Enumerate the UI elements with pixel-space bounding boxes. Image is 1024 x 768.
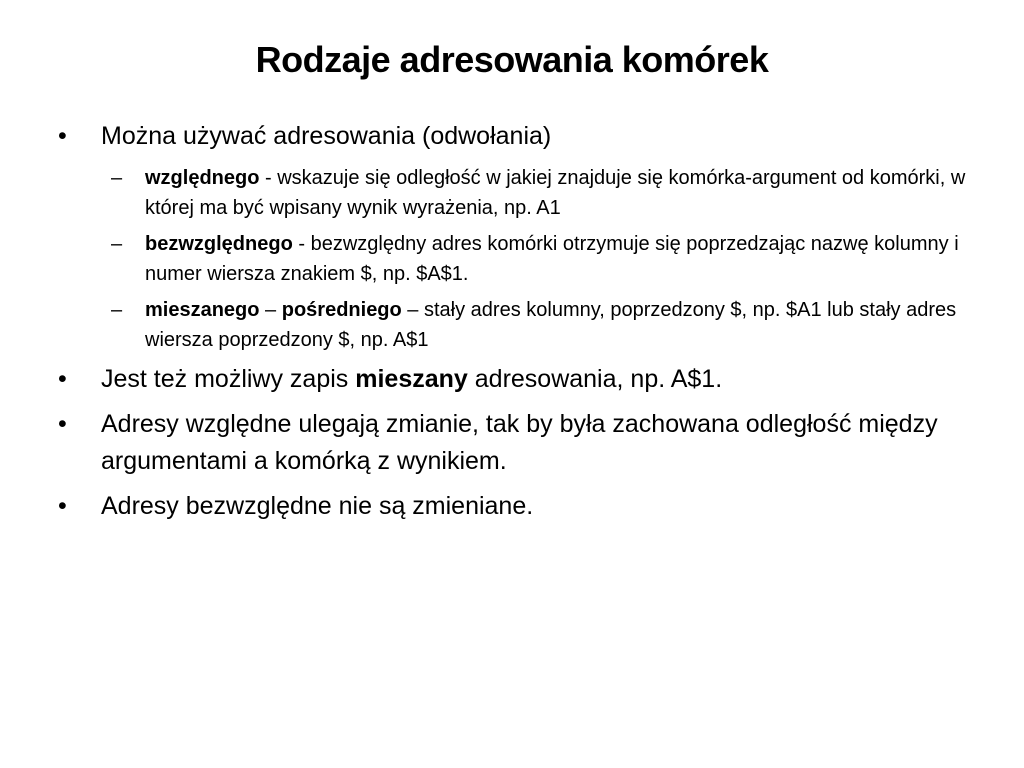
term-mixed-bold: mieszany (355, 365, 468, 393)
sub-item (101, 295, 998, 355)
slide-title: Rodzaje adresowania komórek (255, 39, 769, 80)
term-mixed: mieszanego (145, 299, 260, 321)
dash-icon: – (111, 167, 123, 189)
term-relative: względnego (145, 167, 260, 189)
slide-content (58, 118, 998, 533)
sub-list (101, 163, 998, 355)
bullet-text: Adresy bezwzględne nie są zmieniane. (101, 492, 534, 520)
sub-item-text: - bezwzględny adres komórki otrzymuje się poprzedzając nazwę kolumny i numer wiersza znakiem $, np. $A$1. (145, 233, 959, 285)
bullet-icon: • (58, 492, 67, 520)
bullet-icon: • (58, 410, 67, 438)
dash-icon: – (111, 299, 123, 321)
term-absolute: bezwzględnego (145, 233, 293, 255)
bullet-item (58, 118, 998, 155)
sub-item (101, 163, 998, 223)
bullet-text-before: Jest też możliwy zapis (101, 365, 356, 393)
bullet-icon: • (58, 365, 67, 393)
sub-item-text: – stały adres kolumny, poprzedzony $, np. $A1 lub stały adres wiersza poprzedzony $, np. A$1 (145, 299, 957, 351)
sub-item (101, 229, 998, 289)
bullet-item (58, 488, 998, 525)
bullet-item (58, 361, 998, 398)
bullet-item (58, 406, 998, 480)
term-indirect: pośredniego (281, 299, 402, 321)
dash-icon: – (111, 233, 123, 255)
bullet-text: Można używać adresowania (odwołania) (101, 122, 552, 150)
term-separator: – (259, 299, 282, 321)
bullet-icon: • (58, 122, 67, 150)
bullet-text: Adresy względne ulegają zmianie, tak by była zachowana odległość między argumentami a komórką z wynikiem. (101, 410, 938, 475)
bullet-text-after: adresowania, np. A$1. (467, 365, 723, 393)
sub-item-text: - wskazuje się odległość w jakiej znajduje się komórka-argument od komórki, w której ma być wpisany wynik wyrażenia, np. A1 (145, 167, 966, 219)
